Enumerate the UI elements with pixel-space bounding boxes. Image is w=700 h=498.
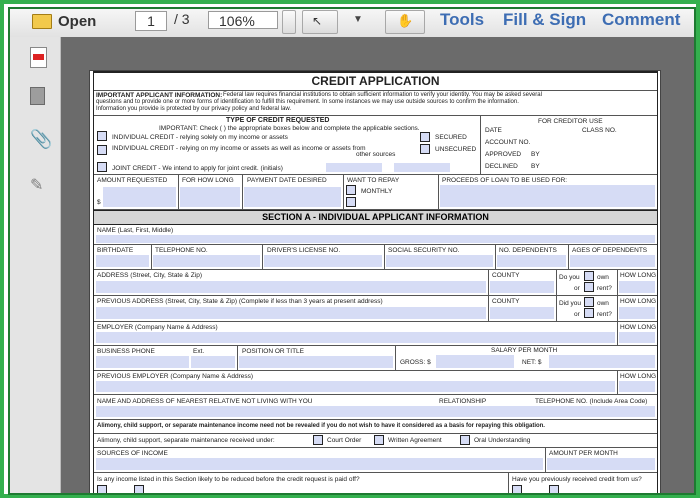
income-reduced-no-checkbox[interactable] [134, 485, 144, 495]
divider [568, 245, 569, 269]
telephone-field[interactable] [153, 255, 260, 267]
notice-line-3: Information you provide is protected by our privacy policy and federal law. [96, 106, 292, 112]
previous-employer-how-long-label: HOW LONG [620, 373, 657, 380]
credit-type-section [94, 116, 657, 175]
divider [343, 175, 344, 209]
previously-received-label: Have you previously received credit from us? [512, 476, 642, 483]
name-field[interactable] [96, 235, 655, 243]
monthly-label: MONTHLY [361, 188, 393, 195]
class-no-label: CLASS NO. [582, 127, 617, 134]
alimony-notice: Alimony, child support, or separate maintenance income need not be revealed if you do not wish to have it considered as a basis for repaying this obligation. [97, 423, 545, 429]
court-order-label: Court Order [327, 437, 362, 444]
address-label: ADDRESS (Street, City, State & Zip) [97, 272, 202, 279]
own-label: own [597, 274, 609, 281]
no-dependents-label: NO. DEPENDENTS [499, 247, 557, 254]
viewer-window [8, 7, 696, 495]
individual-credit-label: INDIVIDUAL CREDIT - relying solely on my income or assets [112, 134, 288, 141]
folder-icon [32, 14, 52, 29]
ssn-label: SOCIAL SECURITY NO. [388, 247, 460, 254]
joint-initials-field-1[interactable] [326, 163, 382, 172]
rent-checkbox[interactable] [584, 282, 594, 292]
drivers-license-label: DRIVER'S LICENSE NO. [267, 247, 341, 254]
employer-how-long-field[interactable] [619, 332, 655, 343]
birthdate-field[interactable] [96, 255, 149, 267]
notice-line-2: questions and to provide one or more forms of identification to fulfill this requirement. In some instances we may use outside sources to confirm the information. [96, 99, 519, 105]
no-dependents-field[interactable] [497, 255, 566, 267]
approved-by-label: BY [531, 151, 540, 158]
cursor-icon: ↖ [312, 14, 323, 28]
alimony-received-row [94, 434, 657, 448]
employer-row [94, 322, 657, 346]
or-label: or [574, 285, 580, 292]
business-phone-field[interactable] [96, 356, 189, 368]
toolbar [10, 9, 694, 38]
sources-income-label: SOURCES OF INCOME [97, 450, 168, 457]
page-total: / 3 [174, 11, 190, 27]
divider [617, 371, 618, 394]
divider [480, 116, 481, 174]
zoom-dropdown-button[interactable] [282, 10, 296, 34]
proceeds-label: PROCEEDS OF LOAN TO BE USED FOR: [442, 177, 568, 184]
page-number-input[interactable] [135, 11, 167, 31]
employer-how-long-label: HOW LONG [620, 324, 657, 331]
how-long-label: HOW LONG [620, 272, 657, 279]
alimony-notice-row [94, 420, 657, 434]
notice-line-1: Federal law requires financial institutions to obtain sufficient information to verify your identity. You may be asked several [223, 92, 542, 98]
previous-employer-how-long-field[interactable] [619, 381, 655, 392]
important-notice [94, 91, 657, 116]
previous-rent-checkbox[interactable] [584, 308, 594, 318]
income-reduced-yes-checkbox[interactable] [97, 485, 107, 495]
employer-field[interactable] [96, 332, 615, 343]
declined-label: DECLINED [485, 163, 518, 170]
navigation-panel [10, 37, 61, 493]
telephone-label: TELEPHONE NO. [155, 247, 208, 254]
amount-requested-field[interactable] [103, 187, 176, 207]
unsecured-checkbox[interactable] [420, 144, 430, 154]
unsecured-label: UNSECURED [435, 146, 477, 153]
sources-income-row [94, 448, 657, 473]
name-row [94, 225, 657, 245]
ssn-field[interactable] [386, 255, 493, 267]
divider [508, 473, 509, 495]
business-row [94, 346, 657, 371]
previous-employer-row [94, 371, 657, 395]
did-you-label: Did you [559, 300, 582, 307]
account-no-label: ACCOUNT NO. [485, 139, 531, 146]
divider [242, 175, 243, 209]
written-agreement-checkbox[interactable] [374, 435, 384, 445]
oral-understanding-checkbox[interactable] [460, 435, 470, 445]
section-a-header: SECTION A - INDIVIDUAL APPLICANT INFORMATION [94, 210, 657, 225]
divider [488, 296, 489, 321]
previous-rent-label: rent? [597, 311, 612, 318]
form-title: CREDIT APPLICATION [94, 73, 657, 91]
ext-label: Ext. [193, 348, 205, 355]
hand-tool-button[interactable] [385, 10, 425, 34]
amount-per-month-field[interactable] [547, 458, 655, 470]
individual-other-checkbox[interactable] [97, 145, 107, 155]
employer-label: EMPLOYER (Company Name & Address) [97, 324, 218, 331]
document-area [61, 37, 694, 493]
net-field[interactable] [549, 355, 655, 368]
secured-checkbox[interactable] [420, 132, 430, 142]
for-how-long-field[interactable] [180, 187, 240, 207]
divider [556, 296, 557, 321]
salary-label: SALARY PER MONTH [491, 347, 558, 354]
want-to-repay-label: WANT TO REPAY [347, 177, 400, 184]
monthly-checkbox[interactable] [346, 197, 356, 207]
hand-icon: ✋ [397, 13, 414, 28]
fill-sign-link[interactable]: Fill & Sign [503, 10, 587, 29]
divider [178, 175, 179, 209]
court-order-checkbox[interactable] [313, 435, 323, 445]
divider [617, 322, 618, 345]
previously-received-no-checkbox[interactable] [549, 485, 559, 495]
divider [438, 175, 439, 209]
type-of-credit-header: TYPE OF CREDIT REQUESTED [226, 117, 330, 124]
tools-link[interactable]: Tools [440, 10, 485, 29]
repay-option-checkbox[interactable] [346, 185, 356, 195]
nearest-relative-field[interactable] [96, 406, 655, 417]
divider [395, 346, 396, 370]
notice-heading: IMPORTANT APPLICANT INFORMATION: [96, 92, 223, 99]
divider [617, 270, 618, 295]
previous-county-field[interactable] [490, 307, 554, 319]
declined-by-label: BY [531, 163, 540, 170]
drivers-license-field[interactable] [264, 255, 382, 267]
date-label: DATE [485, 127, 502, 134]
previous-address-row [94, 296, 657, 322]
individual-credit-checkbox[interactable] [97, 131, 107, 141]
previous-address-label: PREVIOUS ADDRESS (Street, City, State & Zip) (Complete if less than 3 years at present address) [97, 298, 383, 305]
select-tool-button[interactable] [302, 10, 338, 34]
previous-or-label: or [574, 311, 580, 318]
divider [262, 245, 263, 269]
income-questions-row [94, 473, 657, 495]
birthdate-label: BIRTHDATE [97, 247, 134, 254]
joint-credit-checkbox[interactable] [97, 162, 107, 172]
divider [556, 270, 557, 295]
open-label: Open [58, 12, 97, 30]
rent-label: rent? [597, 285, 612, 292]
income-reduced-label: Is any income listed in this Section likely to be reduced before the credit request is paid off? [97, 476, 360, 483]
business-phone-label: BUSINESS PHONE [97, 348, 155, 355]
personal-info-row [94, 245, 657, 270]
divider [495, 245, 496, 269]
net-label: NET: $ [522, 359, 542, 366]
loan-request-row [94, 175, 657, 210]
previously-received-yes-checkbox[interactable] [512, 485, 522, 495]
how-long-field[interactable] [619, 281, 655, 293]
page-number-value: 1 [147, 13, 155, 29]
divider [545, 448, 546, 472]
gross-label: GROSS: $ [400, 359, 431, 366]
proceeds-field[interactable] [440, 185, 655, 207]
chevron-down-icon[interactable]: ▼ [353, 14, 363, 25]
amount-requested-label: AMOUNT REQUESTED [97, 177, 168, 184]
pdf-icon[interactable] [30, 47, 47, 68]
ext-field[interactable] [191, 356, 235, 368]
joint-credit-label: JOINT CREDIT - We intend to apply for joint credit. (initials) [112, 165, 283, 172]
own-checkbox[interactable] [584, 271, 594, 281]
relative-row [94, 395, 657, 420]
important-check-text: IMPORTANT: Check ( ) the appropriate boxes below and complete the applicable sections. [159, 125, 420, 132]
previous-own-label: own [597, 300, 609, 307]
sources-income-field[interactable] [96, 458, 543, 470]
position-label: POSITION OR TITLE [242, 348, 305, 355]
do-you-label: Do you [559, 274, 580, 281]
attachment-icon[interactable]: 📎 [30, 129, 53, 149]
relationship-label: RELATIONSHIP [439, 398, 487, 405]
payment-date-field[interactable] [244, 187, 341, 207]
previous-how-long-label: HOW LONG [620, 298, 657, 305]
previous-employer-label: PREVIOUS EMPLOYER (Company Name & Address) [97, 373, 254, 380]
county-field[interactable] [490, 281, 554, 293]
divider [237, 346, 238, 370]
creditor-use-header: FOR CREDITOR USE [538, 118, 603, 125]
amount-per-month-label: AMOUNT PER MONTH [549, 450, 618, 457]
previous-county-label: COUNTY [492, 298, 520, 305]
open-button[interactable] [32, 9, 96, 33]
oral-understanding-label: Oral Understanding [474, 437, 531, 444]
dollar-sign: $ [97, 199, 101, 206]
divider [488, 270, 489, 295]
position-field[interactable] [239, 356, 393, 368]
ages-dependents-label: AGES OF DEPENDENTS [572, 247, 648, 254]
previous-employer-field[interactable] [96, 381, 615, 392]
nearest-relative-label: NAME AND ADDRESS OF NEAREST RELATIVE NOT LIVING WITH YOU [97, 398, 313, 405]
pdf-page [89, 70, 661, 495]
comment-link[interactable]: Comment [602, 10, 681, 29]
secured-label: SECURED [435, 134, 467, 141]
address-row [94, 270, 657, 296]
name-label: NAME (Last, First, Middle) [97, 227, 174, 234]
written-agreement-label: Written Agreement [388, 437, 442, 444]
previous-how-long-field[interactable] [619, 307, 655, 319]
zoom-input[interactable] [208, 11, 278, 29]
signature-icon[interactable]: ✎ [30, 177, 44, 194]
telephone-area-label: TELEPHONE NO. (Include Area Code) [535, 398, 648, 405]
individual-other-label: INDIVIDUAL CREDIT - relying on my income or assets as well as income or assets from [112, 145, 366, 152]
divider [617, 296, 618, 321]
gross-field[interactable] [436, 355, 514, 368]
for-how-long-label: FOR HOW LONG [182, 177, 234, 184]
approved-label: APPROVED [485, 151, 522, 158]
ages-dependents-field[interactable] [570, 255, 655, 267]
previous-address-field[interactable] [96, 307, 486, 319]
other-sources-label: other sources [356, 151, 396, 158]
credit-application-form [93, 71, 658, 495]
address-field[interactable] [96, 281, 486, 293]
payment-date-label: PAYMENT DATE DESIRED [247, 177, 327, 184]
page-thumbnails-icon[interactable] [30, 87, 45, 105]
zoom-value: 106% [219, 13, 255, 29]
alimony-received-label: Alimony, child support, separate maintenance received under: [97, 437, 275, 444]
divider [151, 245, 152, 269]
joint-initials-field-2[interactable] [394, 163, 450, 172]
county-label: COUNTY [492, 272, 520, 279]
previous-own-checkbox[interactable] [584, 297, 594, 307]
divider [384, 245, 385, 269]
